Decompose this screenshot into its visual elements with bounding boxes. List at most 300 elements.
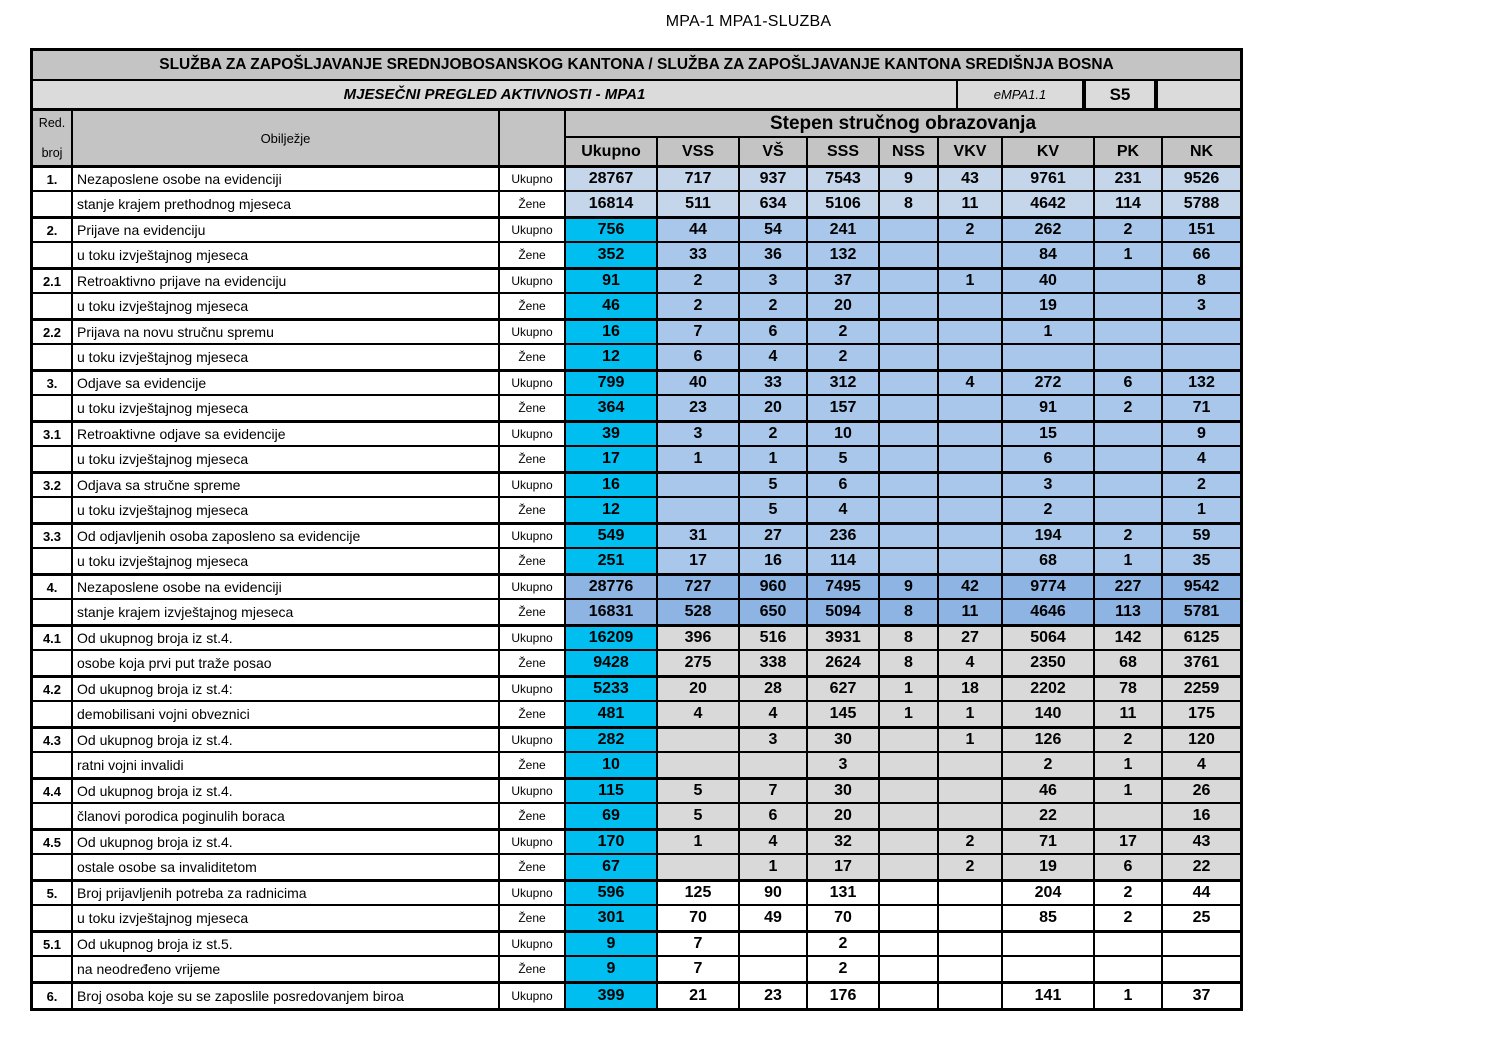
cell-kv: 40 (1003, 270, 1095, 294)
cell-nss (880, 957, 939, 981)
row-sublabel: Ukupno (500, 372, 566, 396)
cell-vss: 528 (658, 600, 740, 624)
header-obiljezje: Obilježje (73, 111, 500, 165)
cell-vkv (939, 957, 1003, 981)
cell-vš: 650 (740, 600, 808, 624)
cell-kv: 46 (1003, 780, 1095, 804)
cell-pk (1095, 447, 1163, 471)
cell-vkv (939, 243, 1003, 267)
row-number (33, 447, 73, 471)
cell-vš: 2 (740, 423, 808, 447)
cell-nk (1163, 957, 1240, 981)
header-red-broj-line1: Red. (38, 116, 66, 130)
cell-vš: 4 (740, 831, 808, 855)
cell-pk: 114 (1095, 192, 1163, 216)
row-label: Od ukupnog broja iz st.4. (73, 729, 500, 753)
cell-vš: 54 (740, 219, 808, 243)
cell-pk (1095, 321, 1163, 345)
row-sublabel: Žene (500, 855, 566, 879)
cell-nk: 120 (1163, 729, 1240, 753)
cell-vkv: 4 (939, 372, 1003, 396)
cell-vkv: 11 (939, 600, 1003, 624)
row-number: 2. (33, 219, 73, 243)
cell-sss: 5094 (808, 600, 880, 624)
cell-sss: 30 (808, 729, 880, 753)
cell-vss: 2 (658, 270, 740, 294)
row-label: u toku izvještajnog mjeseca (73, 294, 500, 318)
cell-nss (880, 984, 939, 1008)
cell-nk: 132 (1163, 372, 1240, 396)
row-label: u toku izvještajnog mjeseca (73, 447, 500, 471)
table-row (33, 270, 1240, 294)
cell-nss: 8 (880, 651, 939, 675)
row-sublabel: Ukupno (500, 627, 566, 651)
row-label: Broj prijavljenih potreba za radnicima (73, 882, 500, 906)
cell-nss: 9 (880, 168, 939, 192)
cell-sss: 241 (808, 219, 880, 243)
cell-kv: 84 (1003, 243, 1095, 267)
cell-nk: 4 (1163, 447, 1240, 471)
row-label: u toku izvještajnog mjeseca (73, 498, 500, 522)
cell-vss: 4 (658, 702, 740, 726)
cell-ukupno: 16831 (566, 600, 658, 624)
table-row (33, 651, 1240, 675)
row-sublabel: Ukupno (500, 270, 566, 294)
cell-vš: 2 (740, 294, 808, 318)
cell-nk: 71 (1163, 396, 1240, 420)
cell-sss: 20 (808, 294, 880, 318)
cell-nk: 4 (1163, 753, 1240, 777)
cell-vss: 5 (658, 780, 740, 804)
cell-nk: 5788 (1163, 192, 1240, 216)
cell-vš: 960 (740, 576, 808, 600)
row-sublabel: Žene (500, 243, 566, 267)
row-number (33, 600, 73, 624)
row-group-4.4 (33, 777, 1240, 828)
row-sublabel: Ukupno (500, 219, 566, 243)
cell-kv (1003, 933, 1095, 957)
cell-vš: 5 (740, 474, 808, 498)
cell-kv: 1 (1003, 321, 1095, 345)
cell-nk: 44 (1163, 882, 1240, 906)
row-label: na neodređeno vrijeme (73, 957, 500, 981)
table-row (33, 549, 1240, 573)
row-number: 6. (33, 984, 73, 1008)
header-education-group-title: Stepen stručnog obrazovanja (566, 111, 1240, 138)
cell-ukupno: 9 (566, 933, 658, 957)
cell-nk: 37 (1163, 984, 1240, 1008)
cell-kv: 272 (1003, 372, 1095, 396)
cell-pk: 2 (1095, 219, 1163, 243)
cell-vkv (939, 321, 1003, 345)
row-sublabel: Žene (500, 600, 566, 624)
row-number (33, 651, 73, 675)
table-row (33, 423, 1240, 447)
cell-vkv (939, 549, 1003, 573)
row-number (33, 957, 73, 981)
report-title: SLUŽBA ZA ZAPOŠLJAVANJE SREDNJOBOSANSKOG KANTONA / SLUŽBA ZA ZAPOŠLJAVANJE KANTONA SREDIŠNJA BOSNA (33, 51, 1240, 81)
table-row (33, 882, 1240, 906)
cell-vkv: 2 (939, 855, 1003, 879)
table-row (33, 345, 1240, 369)
cell-vš: 49 (740, 906, 808, 930)
row-number (33, 804, 73, 828)
cell-nk (1163, 933, 1240, 957)
cell-pk (1095, 498, 1163, 522)
cell-sss: 114 (808, 549, 880, 573)
row-group-2.1 (33, 267, 1240, 318)
row-group-4.2 (33, 675, 1240, 726)
header-sublabel-spacer (500, 111, 566, 165)
row-number: 5.1 (33, 933, 73, 957)
cell-kv: 204 (1003, 882, 1095, 906)
table-row (33, 933, 1240, 957)
cell-pk: 6 (1095, 855, 1163, 879)
cell-vš: 20 (740, 396, 808, 420)
row-number: 3.1 (33, 423, 73, 447)
row-sublabel: Ukupno (500, 168, 566, 192)
cell-vss: 2 (658, 294, 740, 318)
row-sublabel: Ukupno (500, 321, 566, 345)
cell-ukupno: 756 (566, 219, 658, 243)
cell-nss (880, 345, 939, 369)
table-row (33, 753, 1240, 777)
cell-vss: 7 (658, 321, 740, 345)
cell-nk: 175 (1163, 702, 1240, 726)
row-number: 4. (33, 576, 73, 600)
cell-pk: 1 (1095, 243, 1163, 267)
cell-sss: 157 (808, 396, 880, 420)
table-row (33, 168, 1240, 192)
cell-nss (880, 498, 939, 522)
cell-vkv (939, 498, 1003, 522)
cell-vss: 33 (658, 243, 740, 267)
cell-nk: 43 (1163, 831, 1240, 855)
table-row (33, 627, 1240, 651)
cell-nk: 3 (1163, 294, 1240, 318)
row-sublabel: Ukupno (500, 831, 566, 855)
cell-nk: 26 (1163, 780, 1240, 804)
report-code-extra (1158, 81, 1240, 108)
cell-sss: 176 (808, 984, 880, 1008)
cell-sss: 3931 (808, 627, 880, 651)
cell-nss (880, 549, 939, 573)
row-label: Nezaposlene osobe na evidenciji (73, 168, 500, 192)
cell-vš (740, 753, 808, 777)
row-number: 3.2 (33, 474, 73, 498)
row-label: Od ukupnog broja iz st.5. (73, 933, 500, 957)
cell-nss (880, 321, 939, 345)
row-label: Odjave sa evidencije (73, 372, 500, 396)
cell-vss: 1 (658, 447, 740, 471)
row-sublabel: Ukupno (500, 729, 566, 753)
row-label: u toku izvještajnog mjeseca (73, 243, 500, 267)
cell-kv: 262 (1003, 219, 1095, 243)
row-sublabel: Ukupno (500, 780, 566, 804)
cell-kv (1003, 957, 1095, 981)
table-row (33, 957, 1240, 981)
table-row (33, 474, 1240, 498)
cell-ukupno: 16 (566, 474, 658, 498)
header-red-broj (33, 111, 73, 165)
cell-vss: 3 (658, 423, 740, 447)
cell-ukupno: 9428 (566, 651, 658, 675)
cell-pk: 142 (1095, 627, 1163, 651)
cell-vss: 5 (658, 804, 740, 828)
cell-pk: 78 (1095, 678, 1163, 702)
row-group-2.2 (33, 318, 1240, 369)
row-label: Od ukupnog broja iz st.4. (73, 780, 500, 804)
cell-nss (880, 372, 939, 396)
cell-ukupno: 115 (566, 780, 658, 804)
cell-nk: 35 (1163, 549, 1240, 573)
cell-vš: 338 (740, 651, 808, 675)
cell-kv: 4642 (1003, 192, 1095, 216)
row-sublabel: Žene (500, 957, 566, 981)
cell-nss (880, 525, 939, 549)
cell-sss: 5106 (808, 192, 880, 216)
cell-pk (1095, 957, 1163, 981)
cell-vss (658, 498, 740, 522)
cell-kv: 9761 (1003, 168, 1095, 192)
row-group-4.3 (33, 726, 1240, 777)
cell-sss: 7543 (808, 168, 880, 192)
cell-pk: 113 (1095, 600, 1163, 624)
cell-vss (658, 753, 740, 777)
cell-sss: 17 (808, 855, 880, 879)
cell-vkv (939, 933, 1003, 957)
cell-nk: 59 (1163, 525, 1240, 549)
row-sublabel: Žene (500, 651, 566, 675)
row-sublabel: Žene (500, 753, 566, 777)
table-row (33, 243, 1240, 267)
cell-nk: 25 (1163, 906, 1240, 930)
row-number: 3.3 (33, 525, 73, 549)
column-header-pk: PK (1095, 138, 1163, 165)
cell-nss: 9 (880, 576, 939, 600)
cell-vss: 21 (658, 984, 740, 1008)
row-number (33, 243, 73, 267)
row-number: 2.2 (33, 321, 73, 345)
cell-nk: 3761 (1163, 651, 1240, 675)
cell-vš: 28 (740, 678, 808, 702)
cell-nss: 1 (880, 702, 939, 726)
cell-nk: 6125 (1163, 627, 1240, 651)
cell-kv: 6 (1003, 447, 1095, 471)
row-number: 4.1 (33, 627, 73, 651)
row-sublabel: Ukupno (500, 984, 566, 1008)
cell-nss (880, 906, 939, 930)
cell-sss: 2 (808, 957, 880, 981)
cell-kv: 141 (1003, 984, 1095, 1008)
cell-nss (880, 396, 939, 420)
cell-vš (740, 957, 808, 981)
cell-vš: 33 (740, 372, 808, 396)
cell-vss (658, 855, 740, 879)
row-number (33, 855, 73, 879)
cell-vš: 3 (740, 729, 808, 753)
cell-ukupno: 481 (566, 702, 658, 726)
cell-sss: 3 (808, 753, 880, 777)
report-version: eMPA1.1 (958, 81, 1086, 108)
cell-vss: 23 (658, 396, 740, 420)
row-label: Retroaktivne odjave sa evidencije (73, 423, 500, 447)
cell-vš: 634 (740, 192, 808, 216)
cell-sss: 2 (808, 321, 880, 345)
cell-sss: 2 (808, 933, 880, 957)
table-row (33, 984, 1240, 1008)
row-sublabel: Žene (500, 702, 566, 726)
cell-kv: 91 (1003, 396, 1095, 420)
cell-pk (1095, 804, 1163, 828)
cell-kv: 85 (1003, 906, 1095, 930)
cell-ukupno: 364 (566, 396, 658, 420)
row-label: Od ukupnog broja iz st.4. (73, 627, 500, 651)
cell-vš: 6 (740, 321, 808, 345)
cell-vkv (939, 882, 1003, 906)
column-header-vš: VŠ (740, 138, 808, 165)
cell-nss (880, 933, 939, 957)
cell-pk: 1 (1095, 753, 1163, 777)
cell-nk (1163, 345, 1240, 369)
table-row (33, 831, 1240, 855)
row-number: 4.5 (33, 831, 73, 855)
cell-nk: 9542 (1163, 576, 1240, 600)
row-label: osobe koja prvi put traže posao (73, 651, 500, 675)
cell-vkv (939, 396, 1003, 420)
cell-ukupno: 16 (566, 321, 658, 345)
cell-nk: 1 (1163, 498, 1240, 522)
header-education-block (566, 111, 1240, 165)
cell-vš: 937 (740, 168, 808, 192)
cell-ukupno: 67 (566, 855, 658, 879)
cell-pk: 2 (1095, 525, 1163, 549)
cell-sss: 132 (808, 243, 880, 267)
row-number (33, 549, 73, 573)
row-group-3.3 (33, 522, 1240, 573)
cell-vss: 17 (658, 549, 740, 573)
cell-vkv (939, 984, 1003, 1008)
cell-ukupno: 352 (566, 243, 658, 267)
cell-vš: 36 (740, 243, 808, 267)
row-group-5.1 (33, 930, 1240, 981)
cell-vkv: 2 (939, 219, 1003, 243)
cell-ukupno: 12 (566, 498, 658, 522)
cell-vš: 7 (740, 780, 808, 804)
cell-vkv: 27 (939, 627, 1003, 651)
cell-vss: 44 (658, 219, 740, 243)
cell-nss (880, 804, 939, 828)
cell-ukupno: 301 (566, 906, 658, 930)
table-row (33, 498, 1240, 522)
cell-kv: 19 (1003, 855, 1095, 879)
row-label: Odjava sa stručne spreme (73, 474, 500, 498)
cell-kv (1003, 345, 1095, 369)
column-header-vkv: VKV (939, 138, 1003, 165)
row-label: Od odjavljenih osoba zaposleno sa evidencije (73, 525, 500, 549)
row-sublabel: Žene (500, 447, 566, 471)
cell-nk: 5781 (1163, 600, 1240, 624)
cell-vkv (939, 447, 1003, 471)
cell-kv: 2350 (1003, 651, 1095, 675)
cell-vš: 4 (740, 345, 808, 369)
cell-ukupno: 28767 (566, 168, 658, 192)
cell-kv: 22 (1003, 804, 1095, 828)
cell-nss: 8 (880, 627, 939, 651)
row-number: 2.1 (33, 270, 73, 294)
cell-nk: 2259 (1163, 678, 1240, 702)
row-label: članovi porodica poginulih boraca (73, 804, 500, 828)
cell-ukupno: 9 (566, 957, 658, 981)
table-row (33, 219, 1240, 243)
cell-vš: 6 (740, 804, 808, 828)
row-sublabel: Ukupno (500, 576, 566, 600)
cell-nk: 9 (1163, 423, 1240, 447)
cell-ukupno: 10 (566, 753, 658, 777)
cell-vš: 4 (740, 702, 808, 726)
row-number: 1. (33, 168, 73, 192)
cell-pk: 1 (1095, 549, 1163, 573)
cell-pk (1095, 270, 1163, 294)
table-row (33, 372, 1240, 396)
row-label: demobilisani vojni obveznici (73, 702, 500, 726)
cell-vkv (939, 906, 1003, 930)
row-label: ostale osobe sa invaliditetom (73, 855, 500, 879)
row-number (33, 753, 73, 777)
row-number: 4.3 (33, 729, 73, 753)
cell-vss: 727 (658, 576, 740, 600)
cell-pk: 68 (1095, 651, 1163, 675)
table-row (33, 729, 1240, 753)
row-group-6 (33, 981, 1240, 1008)
row-sublabel: Ukupno (500, 474, 566, 498)
cell-nss (880, 753, 939, 777)
cell-kv: 4646 (1003, 600, 1095, 624)
row-sublabel: Žene (500, 804, 566, 828)
cell-kv: 126 (1003, 729, 1095, 753)
row-sublabel: Ukupno (500, 882, 566, 906)
row-group-4.1 (33, 624, 1240, 675)
cell-vss: 7 (658, 933, 740, 957)
cell-nk: 16 (1163, 804, 1240, 828)
row-sublabel: Ukupno (500, 678, 566, 702)
cell-pk: 1 (1095, 780, 1163, 804)
row-label: u toku izvještajnog mjeseca (73, 906, 500, 930)
cell-pk: 2 (1095, 882, 1163, 906)
cell-pk (1095, 345, 1163, 369)
row-number: 5. (33, 882, 73, 906)
row-label: Broj osoba koje su se zaposlile posredovanjem biroa (73, 984, 500, 1008)
cell-nk: 2 (1163, 474, 1240, 498)
cell-vkv: 11 (939, 192, 1003, 216)
cell-vš: 27 (740, 525, 808, 549)
cell-vkv: 43 (939, 168, 1003, 192)
cell-ukupno: 69 (566, 804, 658, 828)
cell-pk (1095, 423, 1163, 447)
cell-kv: 15 (1003, 423, 1095, 447)
row-sublabel: Žene (500, 498, 566, 522)
cell-pk: 2 (1095, 396, 1163, 420)
mpa1-report-table (30, 48, 1243, 1011)
cell-pk (1095, 294, 1163, 318)
cell-nss (880, 474, 939, 498)
row-number (33, 192, 73, 216)
row-group-4 (33, 573, 1240, 624)
cell-sss: 131 (808, 882, 880, 906)
row-sublabel: Žene (500, 549, 566, 573)
cell-sss: 7495 (808, 576, 880, 600)
cell-vš (740, 933, 808, 957)
